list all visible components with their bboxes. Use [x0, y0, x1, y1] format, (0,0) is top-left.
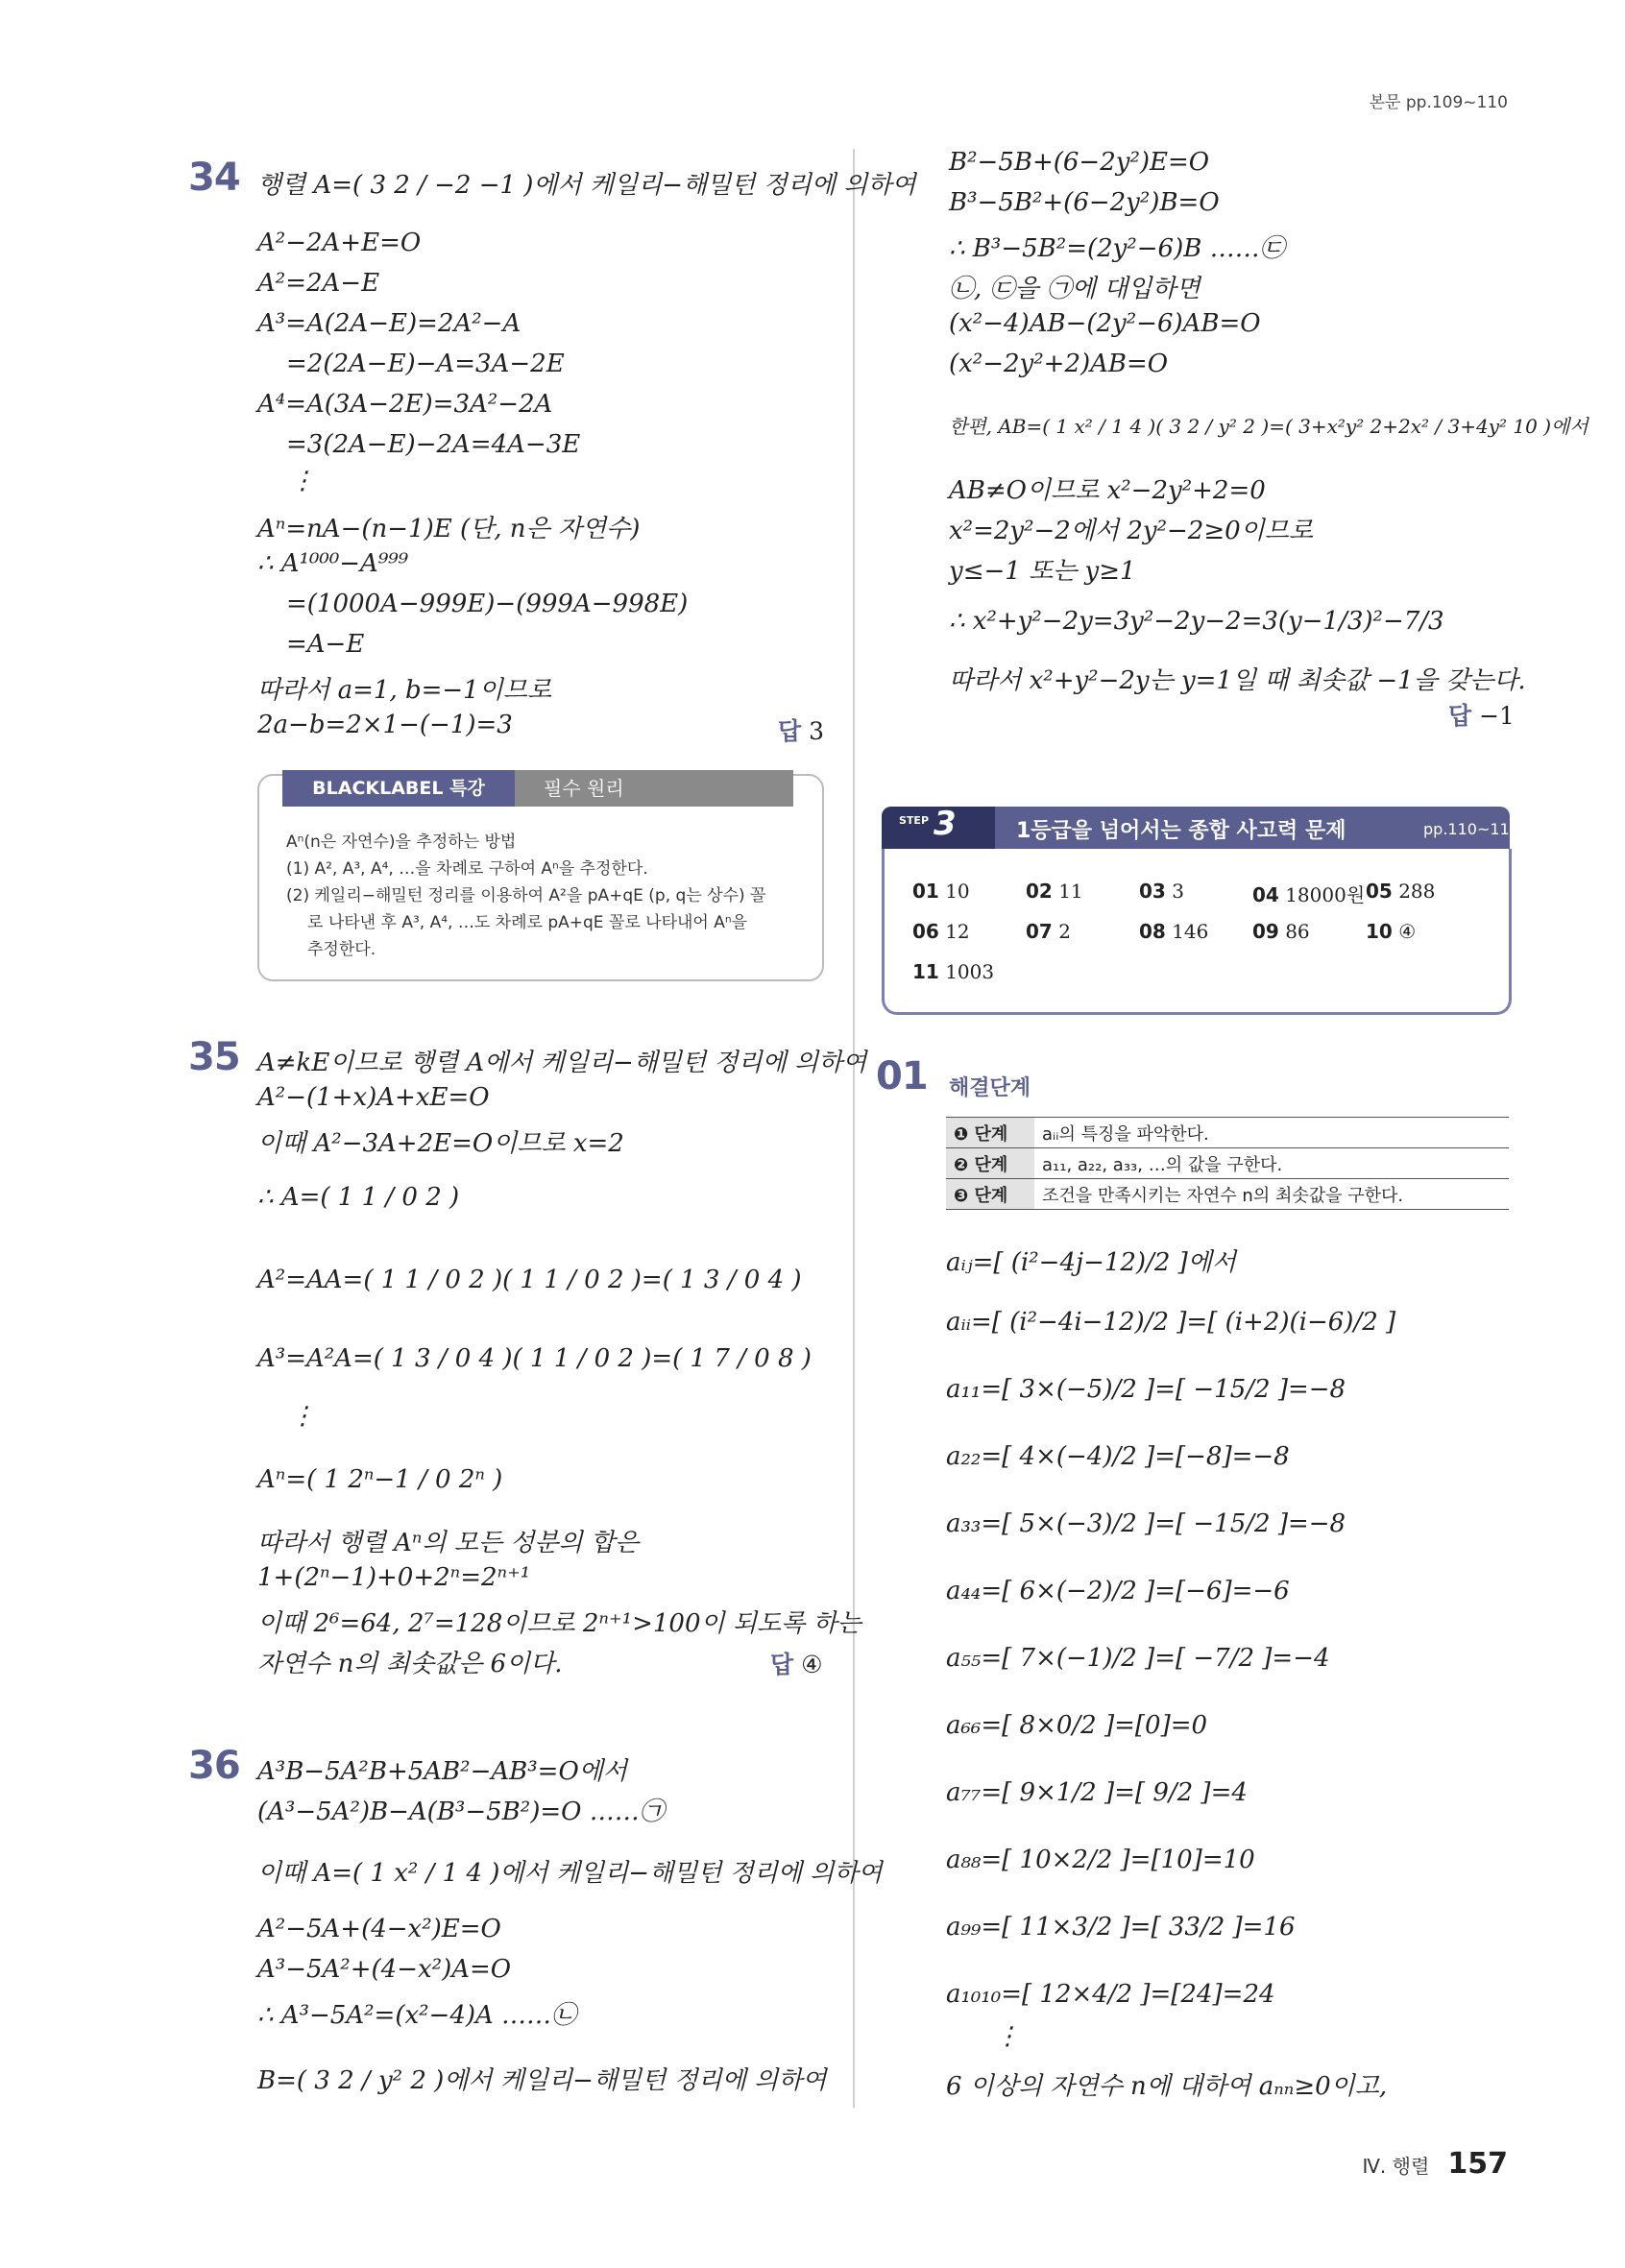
solution-line: (x²−4)AB−(2y²−6)AB=O	[949, 309, 1261, 338]
step-label: ❶ 단계	[946, 1118, 1034, 1148]
solution-line: B=( 3 2 / y² 2 )에서 케일리−해밀턴 정리에 의하여	[257, 2066, 827, 2095]
solution-line: A≠kE이므로 행렬 A에서 케일리−해밀턴 정리에 의하여	[257, 1049, 867, 1077]
solution-line: =3(2A−E)−2A=4A−3E	[286, 430, 581, 459]
solution-line: B²−5B+(6−2y²)E=O	[949, 148, 1210, 177]
solution-line: x²=2y²−2에서 2y²−2≥0이므로	[949, 517, 1314, 545]
page-reference: 본문 pp.109~110	[1369, 93, 1508, 112]
answer-36: 답 −1	[1448, 702, 1515, 730]
answer-key-item: 10 ④	[1366, 920, 1417, 943]
step-row	[946, 1179, 1509, 1210]
step-row	[946, 1148, 1509, 1179]
solution-line: =A−E	[286, 630, 365, 659]
solution-line: A²=AA=( 1 1 / 0 2 )( 1 1 / 0 2 )=( 1 3 / 0 4 )	[257, 1266, 802, 1294]
solution-line: y≤−1 또는 y≥1	[949, 557, 1136, 586]
solution-line: B³−5B²+(6−2y²)B=O	[949, 188, 1220, 217]
solution-line: Aⁿ=( 1 2ⁿ−1 / 0 2ⁿ )	[257, 1465, 503, 1494]
step-text: a₁₁, a₂₂, a₃₃, …의 값을 구한다.	[1034, 1148, 1509, 1179]
step-label: ❷ 단계	[946, 1148, 1034, 1179]
solution-line: 따라서 x²+y²−2y는 y=1일 때 최솟값 −1을 갖는다.	[949, 666, 1526, 695]
blacklabel-line: 추정한다.	[307, 940, 376, 959]
step3-number: 3	[934, 805, 957, 843]
solution-line: a₁₁=[ 3×(−5)/2 ]=[ −15/2 ]=−8	[946, 1375, 1346, 1404]
solution-line: a₇₇=[ 9×1/2 ]=[ 9/2 ]=4	[946, 1778, 1248, 1807]
solution-line: ⋮	[290, 467, 315, 495]
solution-line: a₂₂=[ 4×(−4)/2 ]=[−8]=−8	[946, 1442, 1290, 1471]
solution-line: 따라서 a=1, b=−1이므로	[257, 676, 552, 705]
blacklabel-line: (2) 케일리−해밀턴 정리를 이용하여 A²을 pA+qE (p, q는 상수) 꼴	[286, 886, 766, 905]
blacklabel-subtab: 필수 원리	[515, 770, 793, 807]
step-row	[946, 1118, 1509, 1148]
solution-line: ∴ A³−5A²=(x²−4)A ……㉡	[257, 2001, 577, 2030]
answer-key-item: 11 1003	[912, 960, 995, 983]
answer-key-item: 03 3	[1139, 880, 1184, 903]
answer-34: 답 3	[778, 717, 825, 745]
solution-line: A⁴=A(3A−2E)=3A²−2A	[257, 390, 553, 419]
solution-line: A³=A²A=( 1 3 / 0 4 )( 1 1 / 0 2 )=( 1 7 / 0 8 )	[257, 1344, 812, 1373]
answer-key-item: 08 146	[1139, 920, 1209, 943]
blacklabel-tab: BLACKLABEL 특강	[282, 770, 515, 807]
solution-line: a₅₅=[ 7×(−1)/2 ]=[ −7/2 ]=−4	[946, 1644, 1330, 1673]
answer-key-item: 02 11	[1026, 880, 1083, 903]
problem-number-35: 35	[188, 1035, 240, 1079]
solution-line: ㉡, ㉢을 ㉠에 대입하면	[949, 275, 1201, 303]
solution-line: 이때 2⁶=64, 2⁷=128이므로 2ⁿ⁺¹>100이 되도록 하는	[257, 1609, 861, 1638]
solution-line: A²−(1+x)A+xE=O	[257, 1083, 490, 1112]
solution-line: A²−2A+E=O	[257, 229, 422, 257]
solution-line: a₄₄=[ 6×(−2)/2 ]=[−6]=−6	[946, 1577, 1290, 1605]
solution-line: Aⁿ=nA−(n−1)E (단, n은 자연수)	[257, 515, 641, 543]
page-footer	[1362, 2147, 1508, 2181]
solution-line: =2(2A−E)−A=3A−2E	[286, 350, 565, 378]
solution-line: ∴ B³−5B²=(2y²−6)B ……㉢	[949, 234, 1285, 263]
solution-line: 자연수 n의 최솟값은 6이다.	[257, 1650, 563, 1678]
solution-line: ∴ A=( 1 1 / 0 2 )	[257, 1183, 460, 1212]
problem-number-36: 36	[188, 1744, 240, 1788]
solution-line: A³=A(2A−E)=2A²−A	[257, 309, 521, 338]
solution-line: A³−5A²+(4−x²)A=O	[257, 1955, 512, 1984]
answer-key-item: 04 18000원	[1252, 883, 1366, 906]
problem-number-34: 34	[188, 156, 240, 200]
solution-line: =(1000A−999E)−(999A−998E)	[286, 590, 689, 618]
solution-line: a₈₈=[ 10×2/2 ]=[10]=10	[946, 1846, 1255, 1874]
solution-line: 1+(2ⁿ−1)+0+2ⁿ=2ⁿ⁺¹	[257, 1563, 531, 1592]
solution-steps-heading: 해결단계	[949, 1076, 1031, 1100]
solution-line: 6 이상의 자연수 n에 대하여 aₙₙ≥0이고,	[946, 2072, 1388, 2101]
page-number: 157	[1447, 2147, 1508, 2181]
answer-key-item: 07 2	[1026, 920, 1071, 943]
answer-key-item: 01 10	[912, 880, 970, 903]
step3-title: 1등급을 넘어서는 종합 사고력 문제	[1016, 819, 1346, 843]
column-divider	[853, 149, 855, 2108]
solution-line: 이때 A²−3A+2E=O이므로 x=2	[257, 1129, 624, 1158]
solution-line: AB≠O이므로 x²−2y²+2=0	[949, 476, 1266, 505]
solution-line: 따라서 행렬 Aⁿ의 모든 성분의 합은	[257, 1529, 640, 1557]
solution-steps-table	[946, 1117, 1509, 1210]
solution-line: (A³−5A²)B−A(B³−5B²)=O ……㉠	[257, 1798, 665, 1826]
solution-line: ⋮	[995, 2022, 1020, 2051]
step-text: aᵢᵢ의 특징을 파악한다.	[1034, 1118, 1509, 1148]
blacklabel-line: Aⁿ(n은 자연수)을 추정하는 방법	[286, 832, 517, 852]
answer-key-item: 06 12	[912, 920, 970, 943]
solution-line: (x²−2y²+2)AB=O	[949, 350, 1169, 378]
solution-line: aᵢᵢ=[ (i²−4i−12)/2 ]=[ (i+2)(i−6)/2 ]	[946, 1308, 1396, 1337]
blacklabel-line: 로 나타낸 후 A³, A⁴, …도 차례로 pA+qE 꼴로 나타내어 Aⁿ을	[307, 913, 748, 932]
solution-line: ⋮	[290, 1402, 315, 1431]
step3-tag: STEP	[899, 814, 930, 827]
solution-line: 한편, AB=( 1 x² / 1 4 )( 3 2 / y² 2 )=( 3+x²y² 2+2x² / 3+4y² 10 )에서	[949, 415, 1589, 438]
solution-line: 2a−b=2×1−(−1)=3	[257, 711, 513, 739]
answer-key-item: 09 86	[1252, 920, 1310, 943]
solution-line: A³B−5A²B+5AB²−AB³=O에서	[257, 1757, 627, 1786]
solution-line: a₁₀₁₀=[ 12×4/2 ]=[24]=24	[946, 1980, 1275, 2009]
step-text: 조건을 만족시키는 자연수 n의 최솟값을 구한다.	[1034, 1179, 1509, 1210]
chapter-label: Ⅳ. 행렬	[1362, 2155, 1430, 2178]
solution-line: A²−5A+(4−x²)E=O	[257, 1915, 501, 1943]
solution-line: 행렬 A=( 3 2 / −2 −1 )에서 케일리−해밀턴 정리에 의하여	[257, 171, 916, 200]
blacklabel-line: (1) A², A³, A⁴, …을 차례로 구하여 Aⁿ을 추정한다.	[286, 859, 648, 879]
solution-line: ∴ A¹⁰⁰⁰−A⁹⁹⁹	[257, 549, 409, 578]
answer-key-item: 05 288	[1366, 880, 1436, 903]
step3-pages: pp.110~111	[1423, 820, 1519, 838]
step-label: ❸ 단계	[946, 1179, 1034, 1210]
solution-line: A²=2A−E	[257, 269, 380, 298]
solution-line: aᵢⱼ=[ (i²−4j−12)/2 ]에서	[946, 1248, 1237, 1277]
solution-line: ∴ x²+y²−2y=3y²−2y−2=3(y−1/3)²−7/3	[949, 607, 1444, 636]
problem-number-01: 01	[876, 1054, 928, 1098]
solution-line: a₃₃=[ 5×(−3)/2 ]=[ −15/2 ]=−8	[946, 1509, 1346, 1538]
solution-line: a₆₆=[ 8×0/2 ]=[0]=0	[946, 1711, 1208, 1740]
solution-line: a₉₉=[ 11×3/2 ]=[ 33/2 ]=16	[946, 1913, 1296, 1942]
solution-line: 이때 A=( 1 x² / 1 4 )에서 케일리−해밀턴 정리에 의하여	[257, 1859, 883, 1888]
answer-35: 답 ④	[770, 1651, 823, 1678]
